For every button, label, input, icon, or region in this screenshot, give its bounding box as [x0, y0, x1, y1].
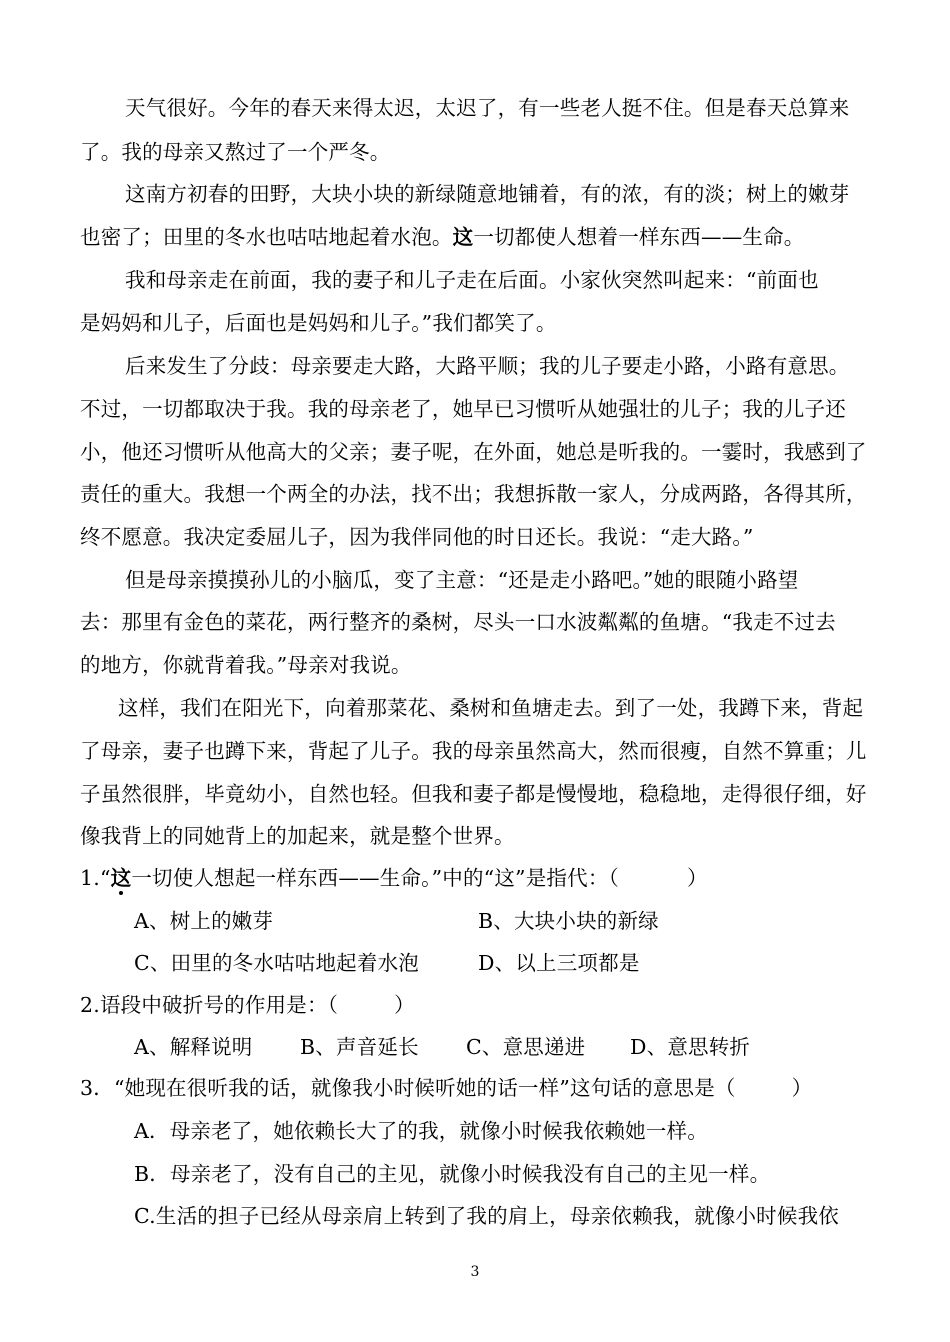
passage-line: 不过，一切都取决于我。我的母亲老了，她早已习惯听从她强壮的儿子；我的儿子还	[80, 397, 846, 421]
bold-word: 这	[452, 225, 474, 249]
passage-line: 但是母亲摸摸孙儿的小脑瓜，变了主意：“还是走小路吧。”她的眼随小路望	[125, 568, 799, 592]
option-b: B．母亲老了，没有自己的主见，就像小时候我没有自己的主见一样。	[134, 1162, 771, 1186]
passage-line: 这样，我们在阳光下，向着那菜花、桑树和鱼塘走去。到了一处，我蹲下来，背起	[118, 696, 864, 720]
passage-line: 子虽然很胖，毕竟幼小，自然也轻。但我和妻子都是慢慢地，稳稳地，走得很仔细，好	[80, 782, 867, 806]
option-a: A、解释说明	[134, 1035, 253, 1059]
emphasized-word: 这	[110, 866, 132, 890]
question-text: ）	[686, 866, 708, 890]
option-c: C、田里的冬水咕咕地起着水泡	[134, 951, 419, 975]
page-number: 3	[470, 1264, 480, 1280]
question-2	[80, 991, 872, 1019]
passage-line: 我和母亲走在前面，我的妻子和儿子走在后面。小家伙突然叫起来：“前面也	[125, 268, 819, 292]
option-c: C.生活的担子已经从母亲肩上转到了我的肩上，母亲依赖我，就像小时候我依	[134, 1204, 839, 1228]
passage-text: 也密了；田里的冬水也咕咕地起着水泡。	[80, 225, 453, 249]
passage-line: 了。我的母亲又熬过了一个严冬。	[80, 140, 391, 164]
passage-text: 一切都使人想着一样东西——生命。	[473, 225, 805, 249]
option-b: B、声音延长	[300, 1035, 419, 1059]
passage-line: 是妈妈和儿子，后面也是妈妈和儿子。”我们都笑了。	[80, 311, 557, 335]
passage-line: 天气很好。今年的春天来得太迟，太迟了，有一些老人挺不住。但是春天总算来	[125, 96, 850, 120]
option-b: B、大块小块的新绿	[478, 909, 659, 933]
option-c: C、意思递进	[466, 1035, 586, 1059]
passage-line: 像我背上的同她背上的加起来，就是整个世界。	[80, 824, 515, 848]
option-a: A．母亲老了，她依赖长大了的我，就像小时候我依赖她一样。	[134, 1119, 708, 1143]
passage-line: 小，他还习惯听从他高大的父亲；妻子呢，在外面，她总是听我的。一霎时，我感到了	[80, 440, 867, 464]
question-text: ）	[791, 1076, 813, 1100]
question-1	[80, 864, 872, 892]
question-text: 一切使人想起一样东西——生命。”中的“这”是指代：（	[131, 866, 619, 890]
question-text: 2.语段中破折号的作用是：（	[80, 993, 339, 1017]
passage-line: 终不愿意。我决定委屈儿子，因为我伴同他的时日还长。我说：“走大路。”	[80, 525, 754, 549]
passage-line: 的地方，你就背着我。”母亲对我说。	[80, 653, 412, 677]
passage-line	[80, 223, 872, 251]
passage-line: 责任的重大。我想一个两全的办法，找不出；我想拆散一家人，分成两路，各得其所，	[80, 482, 867, 506]
passage-line: 后来发生了分歧：母亲要走大路，大路平顺；我的儿子要走小路，小路有意思。	[125, 354, 850, 378]
passage-line: 去：那里有金色的菜花，两行整齐的桑树，尽头一口水波粼粼的鱼塘。“我走不过去	[80, 610, 836, 634]
option-d: D、以上三项都是	[478, 951, 640, 975]
question-text: 1.“	[80, 866, 111, 890]
option-a: A、树上的嫩芽	[134, 909, 274, 933]
question-text: ）	[394, 993, 415, 1017]
passage-line: 了母亲，妻子也蹲下来，背起了儿子。我的母亲虽然高大，然而很瘦，自然不算重；儿	[80, 739, 867, 763]
question-text: 3．“她现在很听我的话，就像我小时候听她的话一样”这句话的意思是（	[80, 1076, 736, 1100]
option-d: D、意思转折	[630, 1035, 751, 1059]
passage-line: 这南方初春的田野，大块小块的新绿随意地铺着，有的浓，有的淡；树上的嫩芽	[125, 182, 850, 206]
question-3	[80, 1074, 872, 1102]
